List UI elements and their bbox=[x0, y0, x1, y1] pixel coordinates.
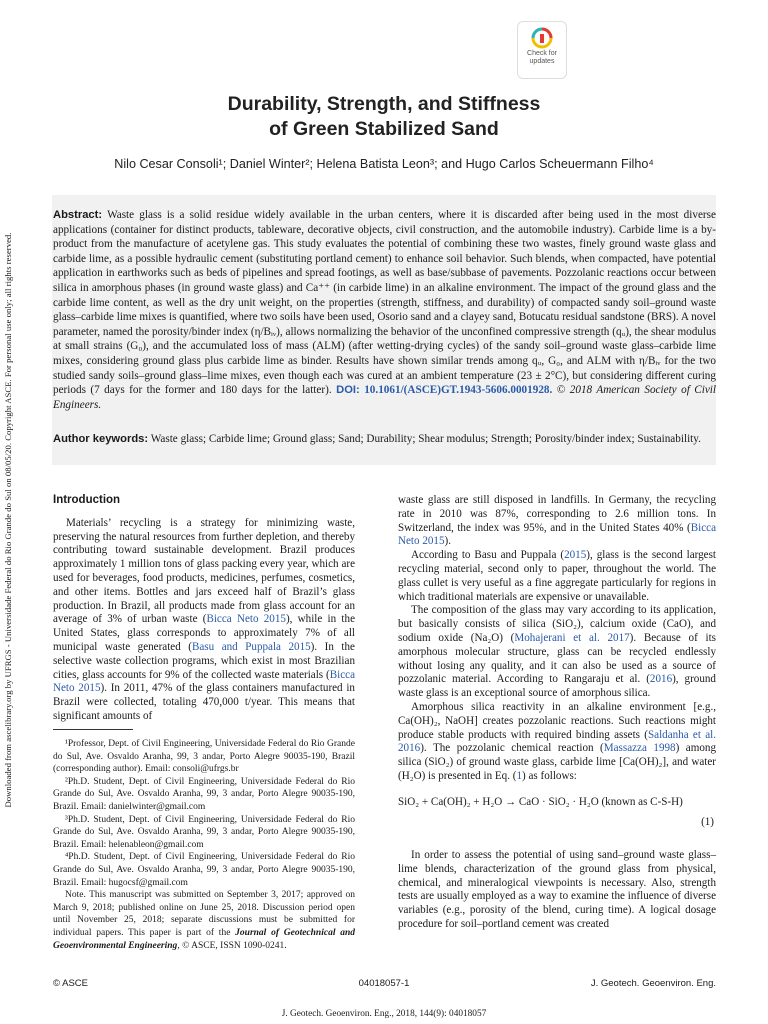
footnote-2: ²Ph.D. Student, Dept. of Civil Engineering, Universidade Federal do Rio Grande do Sul, Ave. Osvaldo Aranha, 99, 3 andar, Porto Alegre 90035-190, Brazil. Email: danielwinter@gmail.com bbox=[53, 776, 355, 812]
equation-number: (1) bbox=[701, 816, 714, 828]
citation-link[interactable]: Massazza 1998 bbox=[603, 742, 676, 755]
footer-journal: J. Geotech. Geoenviron. Eng. bbox=[590, 978, 716, 989]
abstract-label: Abstract: bbox=[53, 209, 103, 221]
paragraph: Amorphous silica reactivity in an alkaline environment [e.g., Ca(OH)₂, NaOH] creates pozzolanic reactions. Such reactions might produce stable products with required binding assets (Saldanha et al. 2016). The pozzolanic chemical reaction (Massazza 1998) among silica (SiO₂) of ground waste glass, carbide lime [Ca(OH)₂], and water (H₂O) is presented in Eq. (1) as follows: bbox=[398, 700, 716, 782]
intro-paragraph: Materials’ recycling is a strategy for minimizing waste, preserving the natural resources from further depletion, and thereby contributing toward sustainable development. Brazil produces approximately 1 million tons of glass packing every year, which are used for beverages, food products, medicines, perfumes, cosmetics, and other items. Bottles and jars exceed half of Brazil’s glass production. In Brazil, all products made from glass account for an average of 3% of urban waste (Bicca Neto 2015), while in the United States, glass corresponds to approximately 7% of all municipal waste generated (Basu and Puppala 2015). In the selective waste collection programs, which exist in most Brazilian cities, glass accounts for 9% of the collected waste materials (Bicca Neto 2015). In 2011, 47% of the glass containers manufactured in Brazil were collected, totaling 470,000 t/year. This means that significant amounts of bbox=[53, 516, 355, 722]
equation-link[interactable]: 1 bbox=[516, 769, 523, 782]
equation-text: SiO₂ + Ca(OH)₂ + H₂O → CaO · SiO₂ · H₂O (known as C-S-H) bbox=[398, 796, 683, 808]
footnote-4: ⁴Ph.D. Student, Dept. of Civil Engineering, Universidade Federal do Rio Grande do Sul, Ave. Osvaldo Aranha, 99, 3 andar, Porto Alegre 90035-190, Brazil. Email: hugocsf@gmail.com bbox=[53, 852, 355, 888]
title-line-1: Durability, Strength, and Stiffness bbox=[227, 93, 541, 115]
keywords-text: Waste glass; Carbide lime; Ground glass; Sand; Durability; Shear modulus; Strength; Porosity/binder index; Sustainability. bbox=[150, 433, 701, 445]
citation-link[interactable]: Bicca Neto 2015 bbox=[206, 613, 286, 626]
keywords bbox=[53, 432, 716, 447]
copyright: © 2018 American Society of Civil Engineers. bbox=[53, 384, 717, 411]
journal-name: Journal of Geotechnical and Geoenvironmental Engineering bbox=[53, 927, 355, 951]
title-line-2: of Green Stabilized Sand bbox=[269, 118, 499, 140]
footnotes bbox=[53, 738, 355, 952]
footer-page-id: 04018057-1 bbox=[358, 978, 410, 989]
abstract-text: Waste glass is a solid residue widely available in the urban centers, where it is discarded after being used in the most diverse applications (container for distinct products, tableware, decorative objects, civil construction, and the automobile industry). Carbide lime is a by-product from the manufacture of acetylene gas. This study evaluates the potential of combining these two wastes, finely ground waste glass and carbide lime, as a possible hydraulic cement (substituting portland cement) to enhance soil behavior. Such blends, when compacted, have potential application in earthworks such as beds of pipelines and spread footings, as well as base/subbase of pavements. Pozzolanic reactions occur between silica in amorphous phases (in ground waste glass) and Ca⁺⁺ (in carbide lime) in an alkaline environment. The impact of the ground glass and the carbide lime content, as well as the dry unit weight, on the properties (strength, stiffness, and durability) of compacted sandy soil–ground waste glass–carbide lime mixes is quantified, where two soils have been used, Osorio sand and a clayey sand, Botucatu residual sandstone (BRS). A novel parameter, named the porosity/binder index (η/Bᵢᵥ), allows normalizing the behavior of the unconfined compressive strength (qᵤ), the shear modulus at small strains (G₀), and the accumulated loss of mass (ALM) (after wetting-drying cycles) of the sandy soil–ground waste glass–carbide lime mixes, considering ground glass plus carbide lime as binder. Results have shown similar trends among qᵤ, G₀, and ALM with η/Bᵢᵥ for the two studied sandy soils–ground glass–lime mixes, even though each was cured at an ambient temperature (23 ± 2°C), but considering different curing periods (7 days for the former and 180 days for the latter). bbox=[53, 209, 716, 397]
abstract bbox=[53, 208, 716, 412]
check-for-updates-badge[interactable] bbox=[517, 21, 567, 79]
keywords-label: Author keywords: bbox=[53, 433, 149, 445]
citation-link[interactable]: Saldanha et al. 2016 bbox=[398, 728, 716, 755]
right-column bbox=[398, 494, 716, 784]
section-heading-introduction: Introduction bbox=[53, 494, 121, 506]
paragraph: In order to assess the potential of using sand–ground waste glass–lime blends, characterization of the ground glass from physical, chemical, and mineralogical viewpoints is necessary. Also, strength tests are usually employed as a way to examine the influence of diverse variables (e.g., porosity of the blend, curing time). A logical dosage procedure for soil–portland cement was created bbox=[398, 849, 716, 930]
citation-link[interactable]: Mohajerani et al. 2017 bbox=[514, 631, 630, 644]
citation-link[interactable]: Bicca Neto 2015 bbox=[53, 668, 355, 695]
paragraph: According to Basu and Puppala (2015), glass is the second largest recycling material, second only to paper, throughout the world. The glass cullet is very useful as a fine aggregate particularly for regions in which traditional materials are expensive or unavailable. bbox=[398, 549, 716, 603]
bottom-citation: J. Geotech. Geoenviron. Eng., 2018, 144(9): 04018057 bbox=[281, 1009, 487, 1019]
author-list: Nilo Cesar Consoli¹; Daniel Winter²; Helena Batista Leon³; and Hugo Carlos Scheuermann Filho⁴ bbox=[114, 157, 654, 171]
doi-label: DOI: bbox=[336, 384, 360, 397]
citation-link[interactable]: 2015 bbox=[564, 549, 587, 562]
left-column bbox=[53, 494, 355, 724]
paragraph: waste glass are still disposed in landfills. In Germany, the recycling rate in 2010 was 87%, corresponding to 2.6 million tons. In Switzerland, the index was 95%, and in the United States 40% (Bicca Neto 2015). bbox=[398, 494, 716, 548]
footnote-1: ¹Professor, Dept. of Civil Engineering, Universidade Federal do Rio Grande do Sul, Ave. Osvaldo Aranha, 99, 3 andar, Porto Alegre 90035-190, Brazil (corresponding author). Email: consoli@ufrgs.br bbox=[53, 739, 355, 775]
right-column-continued bbox=[398, 849, 716, 932]
footnote-rule bbox=[53, 729, 133, 730]
doi-link[interactable]: 10.1061/(ASCE)GT.1943-5606.0001928. bbox=[364, 384, 553, 397]
update-ring-icon bbox=[531, 27, 553, 49]
footer-publisher: © ASCE bbox=[53, 978, 88, 989]
citation-link[interactable]: Basu and Puppala 2015 bbox=[191, 640, 311, 653]
paper-title bbox=[0, 92, 768, 142]
paragraph: The composition of the glass may vary according to its application, but basically consists of silica (SiO₂), calcium oxide (CaO), and sodium oxide (Na₂O) (Mohajerani et al. 2017). Because of its amorphous molecular structure, glass can be recycled endlessly without losing any quality, and it can also be used as a source of pozzolanic material. According to Rangaraju et al. (2016), ground waste glass is an exceptional source of amorphous silica. bbox=[398, 604, 716, 700]
download-notice-text: Downloaded from ascelibrary.org by UFRGS - Universidade Federal do Rio Grande do Sul on 08/05/20. Copyright ASCE. For personal use only; all rights reserved. bbox=[3, 232, 13, 808]
submission-note: Note. This manuscript was submitted on September 3, 2017; approved on March 9, 2018; published online on June 25, 2018. Discussion period open until November 25, 2018; separate discussions must be submitted for individual papers. This paper is part of the Journal of Geotechnical and Geoenvironmental Engineering, © ASCE, ISSN 1090-0241. bbox=[53, 890, 355, 951]
footnote-3: ³Ph.D. Student, Dept. of Civil Engineering, Universidade Federal do Rio Grande do Sul, Ave. Osvaldo Aranha, 99, 3 andar, Porto Alegre 90035-190, Brazil. Email: helenableon@gmail.com bbox=[53, 814, 355, 850]
citation-link[interactable]: 2016 bbox=[649, 673, 673, 686]
badge-label: Check for updates bbox=[527, 50, 557, 65]
citation-link[interactable]: Bicca Neto 2015 bbox=[398, 521, 716, 548]
download-notice bbox=[1, 160, 15, 880]
